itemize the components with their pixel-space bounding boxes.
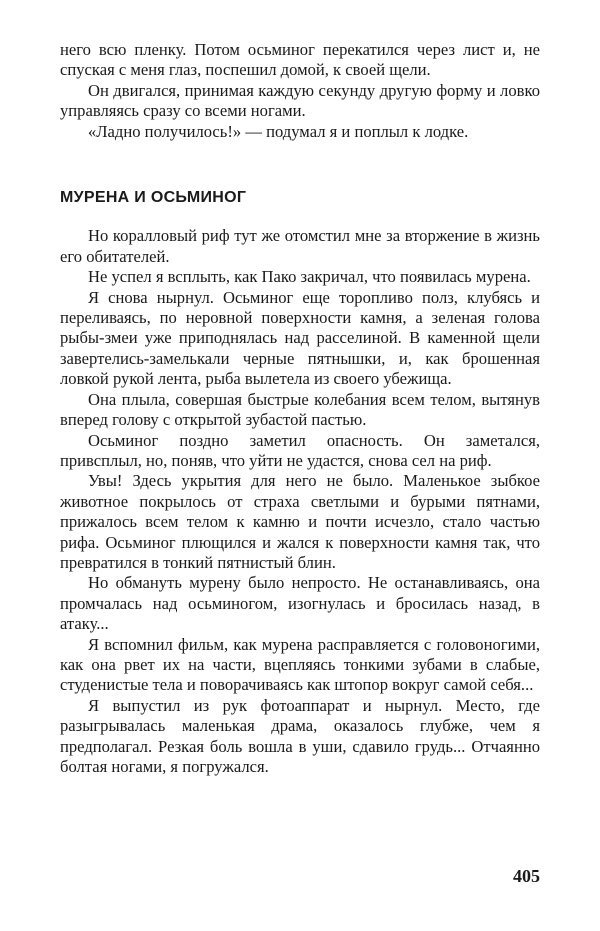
page-text — [60, 40, 540, 777]
paragraph: Он двигался, принимая каждую секунду другую форму и ловко управляясь сразу со всеми ногами. — [60, 80, 540, 121]
paragraph: Осьминог поздно заметил опасность. Он заметался, привсплыл, но, поняв, что уйти не удастся, снова сел на риф. — [60, 430, 540, 470]
section-heading: МУРЕНА И ОСЬМИНОГ — [60, 189, 247, 207]
paragraph: Я снова нырнул. Осьминог еще торопливо полз, клубясь и переливаясь, по неровной поверхности камня, а зеленая голова рыбы-змеи уже приподнялась над расселиной. В каменной щели завертелись-замелькали черные пятнышки, и, как брошенная ловкой рукой лента, рыба вылетела из своего убежища. — [60, 287, 540, 389]
paragraph: Я выпустил из рук фотоаппарат и нырнул. Место, где разыгрывалась маленькая драма, оказалось глубже, чем я предполагал. Резкая боль вошла в уши, сдавило грудь... Отчаянно болтая ногами, я погружался. — [60, 695, 540, 776]
paragraph: Увы! Здесь укрытия для него не было. Маленькое зыбкое животное покрылось от страха светлыми и бурыми пятнами, прижалось всем телом к камню и почти исчезло, стало частью рифа. Осьминог плющился и жался к поверхности камня так, что превратился в тонкий пятнистый блин. — [60, 471, 540, 572]
paragraph: Но обмануть мурену было непросто. Не останавливаясь, она промчалась над осьминогом, изогнулась и бросилась назад, в атаку... — [60, 573, 540, 634]
paragraph: Но коралловый риф тут же отомстил мне за вторжение в жизнь его обитателей. — [60, 226, 540, 266]
paragraph: него всю пленку. Потом осьминог перекатился через лист и, не спуская с меня глаз, поспешил домой, к своей щели. — [60, 40, 540, 80]
paragraph: Не успел я всплыть, как Пако закричал, что появилась мурена. — [88, 267, 531, 287]
paragraph: Я вспомнил фильм, как мурена расправляется с головоногими, как она рвет их на части, вцепляясь тонкими зубами в слабые, студенистые тела и поворачиваясь как штопор вокруг самой себя... — [60, 634, 540, 695]
page-number: 405 — [513, 866, 540, 886]
paragraph: Она плыла, совершая быстрые колебания всем телом, вытянув вперед голову с открытой зубастой пастью. — [60, 389, 540, 430]
paragraph: «Ладно получилось!» — подумал я и поплыл к лодке. — [88, 121, 469, 141]
